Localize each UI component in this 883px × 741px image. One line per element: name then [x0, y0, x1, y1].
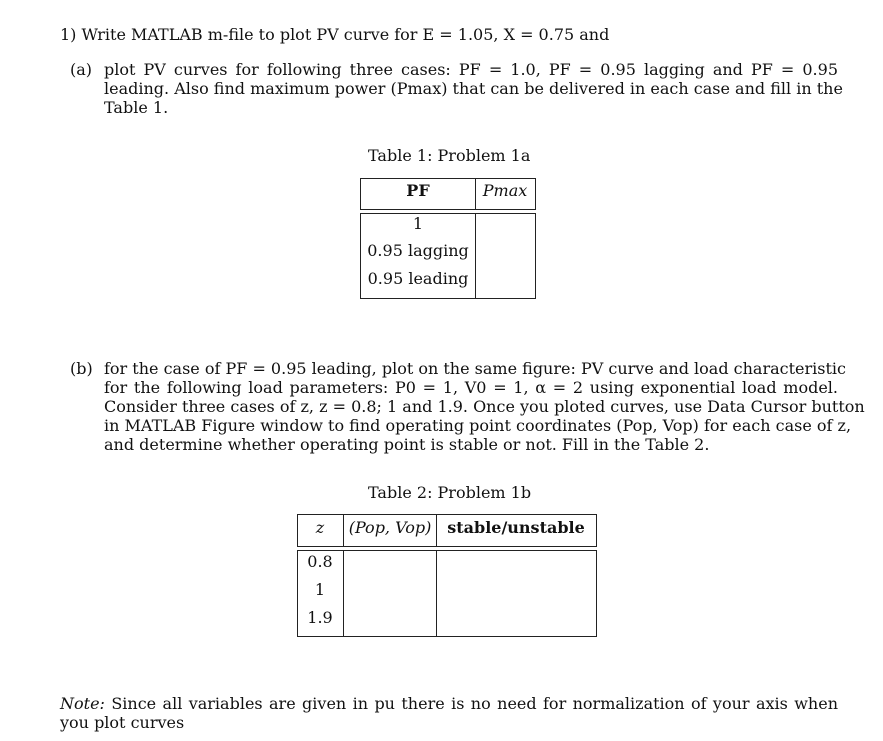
note [60, 694, 838, 732]
table1-row-pf: 0.95 lagging [367, 241, 469, 260]
table1-row-pf: 0.95 leading [367, 269, 469, 288]
table1-body-cell [475, 213, 536, 299]
part-b-line: for the following load parameters: P0 = 1, V0 = 1, α = 2 using exponential load model. [104, 378, 838, 397]
table2-body-cell [436, 550, 597, 637]
table2-header-op: (Pop, Vop) [348, 518, 432, 537]
part-a-label: (a) [70, 60, 93, 79]
part-b-text [104, 359, 865, 454]
table2-caption: Table 2: Problem 1b [368, 483, 532, 502]
table1-caption: Table 1: Problem 1a [368, 146, 531, 165]
part-b-label: (b) [70, 359, 93, 378]
part-b-line: Consider three cases of z, z = 0.8; 1 and 1.9. Once you ploted curves, use Data Cursor button [104, 397, 865, 416]
note-text: Since all variables are given in pu there is no need for normalization of your axis when you plot curves [60, 694, 839, 732]
note-label: Note: [60, 694, 105, 713]
table2-header-stable: stable/unstable [447, 518, 585, 537]
part-b-line: and determine whether operating point is stable or not. Fill in the Table 2. [104, 435, 710, 454]
table2-row-z: 1.9 [307, 608, 333, 627]
problem-intro-text: Write MATLAB m-file to plot PV curve for E = 1.05, X = 0.75 and [81, 25, 610, 44]
problem-intro [60, 25, 660, 44]
table2-row-z: 1 [314, 580, 326, 599]
table1-header-pmax: Pmax [482, 181, 528, 200]
part-a-line: leading. Also find maximum power (Pmax) that can be delivered in each case and fill in the [104, 79, 843, 98]
table2-header-z: z [315, 518, 325, 537]
part-b-line: in MATLAB Figure window to find operating point coordinates (Pop, Vop) for each case of z, [104, 416, 852, 435]
problem-number: 1) [60, 25, 77, 44]
part-a-text [104, 60, 843, 117]
part-a-line: plot PV curves for following three cases: PF = 1.0, PF = 0.95 lagging and PF = 0.95 [104, 60, 838, 79]
table2-body-cell [343, 550, 437, 637]
table1-row-pf: 1 [412, 214, 424, 233]
table1-header-pf: PF [406, 181, 430, 200]
table2-row-z: 0.8 [307, 552, 333, 571]
part-a-line: Table 1. [104, 98, 169, 117]
part-b-line: for the case of PF = 0.95 leading, plot on the same figure: PV curve and load characteristic [104, 359, 846, 378]
